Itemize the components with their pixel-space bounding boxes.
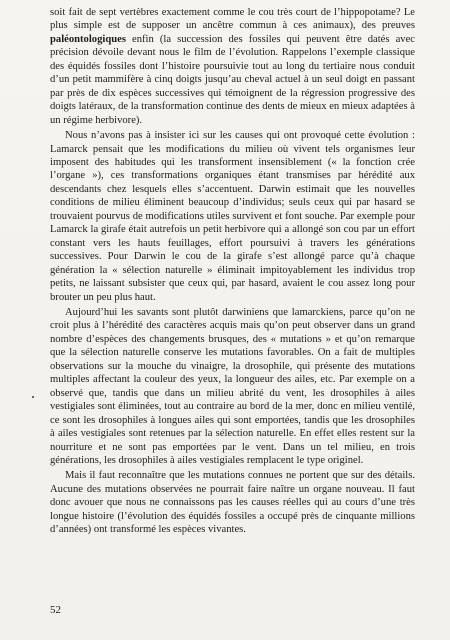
paragraph-3: Aujourd’hui les savants sont plutôt darwiniens que lamarckiens, parce qu’on ne croit plus à l’hérédité des caractères acquis mais qu’on peut observer dans un grand nombre d’espèces des changements brusques, des « mutations » et qu’on remarque que la sélection naturelle conserve les mutations favorables. On a fait de multiples observations sur la mouche du vinaigre, la drosophile, qui présente des mutations multiples affectant la couleur des yeux, la longueur des ailes, etc. Par exemple on a observé que, tandis que dans un milieu abrité du vent, les drosophiles à ailes vestigiales sont éliminées, tout au contraire au bord de la mer, donc en milieu ventilé, ce sont les drosophiles à longues ailes qui sont emportées, tandis que les drosophiles à ailes vestigiales sont retenues par la sélection naturelle. En effet elles restent sur la nourriture et ne sont pas emportées par le vent. Dans un tel milieu, en trois générations, les drosophiles à ailes vestigiales remplacent le type originel. <box>50 306 415 466</box>
paragraph-1-text-a: soit fait de sept vertèbres exactement comme le cou très court de l’hippopotame? Le plus simple est de supposer un ancêtre commun à ces animaux), des preuves <box>50 7 415 32</box>
page-number: 52 <box>50 604 61 616</box>
bold-term-paleontologiques: paléontologiques <box>50 33 126 45</box>
body-text <box>50 6 415 537</box>
ink-speck <box>32 396 34 398</box>
paragraph-4: Mais il faut reconnaître que les mutations connues ne portent que sur des détails. Aucune des mutations observées ne pourrait faire naître un organe nouveau. Il faut donc avouer que nous ne connaissons pas les causes réelles qui au cours d’une très longue histoire (l’évolution des équidés fossiles a occupé près de cinquante millions d’années) ont transformé les espèces vivantes. <box>50 470 415 536</box>
paragraph-2: Nous n’avons pas à insister ici sur les causes qui ont provoqué cette évolution : Lamarck pensait que les modifications du milieu où vivent tels organismes leur imposent des habitudes qui les transforment insensiblement (« la fonction crée l’organe »), ces transformations organiques étant transmises par hérédité aux descendants chez lesquels elles s’accentuent. Darwin estimait que les nouvelles conditions de milieu éliminent beaucoup d’individus; seuls ceux qui par hasard se trouvaient pourvus de modifications utiles survivent et font souche. Par exemple pour Lamarck la girafe était autrefois un petit herbivore qui a allongé son cou par un effort constant vers les hauts feuillages, effort poursuivi à travers les générations successives. Pour Darwin le cou de la girafe s’est allongé parce qu’à chaque génération la « sélection naturelle » éliminait impitoyablement les individus trop petits, ne laissant subsister que ceux qui, par hasard, avaient le cou assez long pour brouter un peu plus haut. <box>50 130 415 303</box>
paragraph-1 <box>50 6 415 127</box>
paragraph-1-text-b: enfin (la succession des fossiles qui peuvent être datés avec précision dévoile devant nous le film de l’évolution. Rappelons l’exemple classique des équidés fossiles dont l’histoire poursuivie tout au long du tertiaire nous conduit d’un petit mammifère à cinq doigts jusqu’au cheval actuel à un seul doigt en passant par près de dix espèces successives qui témoignent de la régression progressive des doigts latéraux, de la transformation continue des dents de mieux en mieux adaptées à un régime herbivore). <box>50 33 415 126</box>
